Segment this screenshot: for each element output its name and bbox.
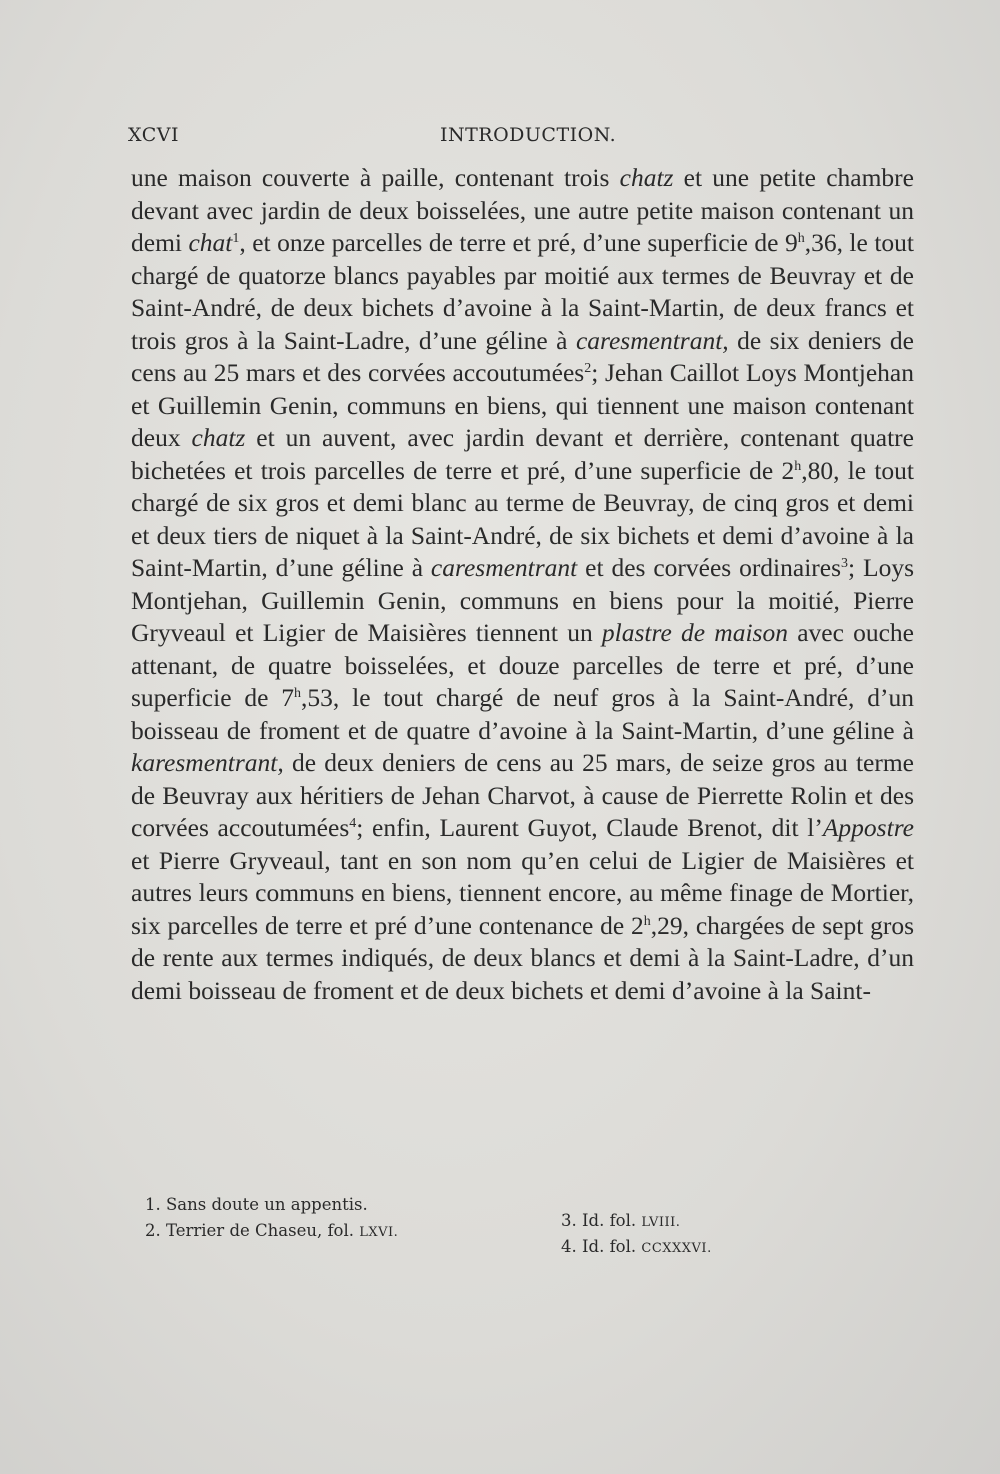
page-number: XCVI	[128, 124, 179, 146]
footnote-number: 4.	[561, 1237, 577, 1256]
footnote-3	[561, 1208, 680, 1236]
footnote-marker: h	[797, 231, 805, 246]
body-text-run: ; enfin, Laurent Guyot, Claude Brenot, dit l’	[356, 813, 823, 842]
footnote-marker: 4	[349, 816, 357, 831]
footnote-marker: h	[294, 686, 302, 701]
body-text-run: ; Loys Montjehan, Guillemin Genin, communs en biens pour la moitié, Pierre Gryveaul et Ligier de Maisières tiennent un	[131, 553, 914, 647]
body-text-run: ,29, chargées de sept gros de rente aux termes indiqués, de deux blancs et demi à la Saint-Ladre, d’un demi boisseau de froment et de deux bichets et demi d’avoine à la Saint-	[131, 910, 915, 1005]
footnote-marker: 3	[841, 556, 849, 571]
body-text-run: ; Jehan Caillot Loys Montjehan et Guillemin Genin, communs en biens, qui tiennent une maison contenant deux	[131, 358, 914, 452]
footnote-4	[561, 1234, 712, 1262]
body-text-run: avec ouche attenant, de quatre boisselées, et douze parcelles de terre et pré, d’une superficie de 7	[131, 618, 914, 712]
footnote-number: 1.	[145, 1195, 161, 1214]
body-text-run: et des corvées ordinaires	[577, 553, 842, 582]
italic-term: caresmentrant	[430, 553, 578, 582]
italic-term: plastre de maison	[601, 618, 788, 647]
italic-term: chatz	[191, 423, 246, 452]
footnote-marker: h	[794, 458, 802, 474]
italic-term: chat	[188, 228, 233, 257]
body-text-run: et Pierre Gryveaul, tant en son nom qu’en celui de Ligier de Maisières et autres leurs communs en biens, tiennent encore, au même finage de Mortier, six parcelles de terre et pré d’une contenance de 2	[131, 845, 914, 940]
body-text-run: et un auvent, avec jardin devant et derrière, contenant quatre bichetées et trois parcelles de terre et pré, d’une superficie de 2	[131, 423, 914, 485]
body-paragraph	[131, 162, 914, 1007]
footnote-marker: 2	[584, 361, 592, 376]
folio-reference: LXVI.	[359, 1225, 399, 1240]
italic-term: Appostre	[822, 813, 914, 842]
body-text-run: de six deniers de cens au 25 mars et des corvées accoutumées	[131, 325, 914, 387]
footnote-marker: 1	[232, 231, 240, 246]
italic-term: chatz	[619, 163, 674, 192]
italic-term: caresmentrant,	[575, 325, 729, 355]
body-text-run: une maison couverte à paille, contenant trois	[131, 163, 620, 192]
footnote-text: Id. fol.	[582, 1237, 642, 1256]
footnotes	[145, 1192, 745, 1262]
footnote-2	[145, 1218, 398, 1246]
body-text-run: ,36, le tout chargé de quatorze blancs payables par moitié aux termes de Beuvray et de Saint-André, de deux bichets d’avoine à la Saint-Martin, de deux francs et trois gros à la Saint-Ladre, d’une géline à	[131, 228, 914, 355]
body-text-run: , et onze parcelles de terre et pré, d’une superficie de 9	[239, 228, 798, 257]
italic-term: karesmentrant,	[131, 748, 284, 777]
body-text-run: de deux deniers de cens au 25 mars, de seize gros au terme de Beuvray aux héritiers de Jehan Charvot, à cause de Pierrette Rolin et des corvées accoutumées	[131, 748, 914, 842]
folio-reference: LVIII.	[641, 1215, 681, 1230]
footnote-number: 2.	[145, 1221, 161, 1240]
footnote-text: Sans doute un appentis.	[166, 1195, 368, 1214]
footnote-marker: h	[643, 913, 651, 929]
footnote-number: 3.	[561, 1211, 577, 1230]
body-text-run: ,53, le tout chargé de neuf gros à la Saint-André, d’un boisseau de froment et de quatre d’avoine à la Saint-Martin, d’une géline à	[131, 683, 914, 745]
footnote-text: Terrier de Chaseu, fol.	[166, 1221, 360, 1240]
body-text-run: et une petite chambre devant avec jardin de deux boisselées, une autre petite maison contenant un demi	[131, 163, 914, 257]
footnote-1	[145, 1192, 368, 1218]
folio-reference: CCXXXVI.	[641, 1241, 712, 1256]
running-title: INTRODUCTION.	[440, 124, 617, 146]
footnote-text: Id. fol.	[582, 1211, 642, 1230]
page-header	[128, 124, 908, 148]
body-text-run: ,80, le tout chargé de six gros et demi blanc au terme de Beuvray, de cinq gros et demi et deux tiers de niquet à la Saint-André, de six bichets et demi d’avoine à la Saint-Martin, d’une géline à	[131, 455, 914, 582]
